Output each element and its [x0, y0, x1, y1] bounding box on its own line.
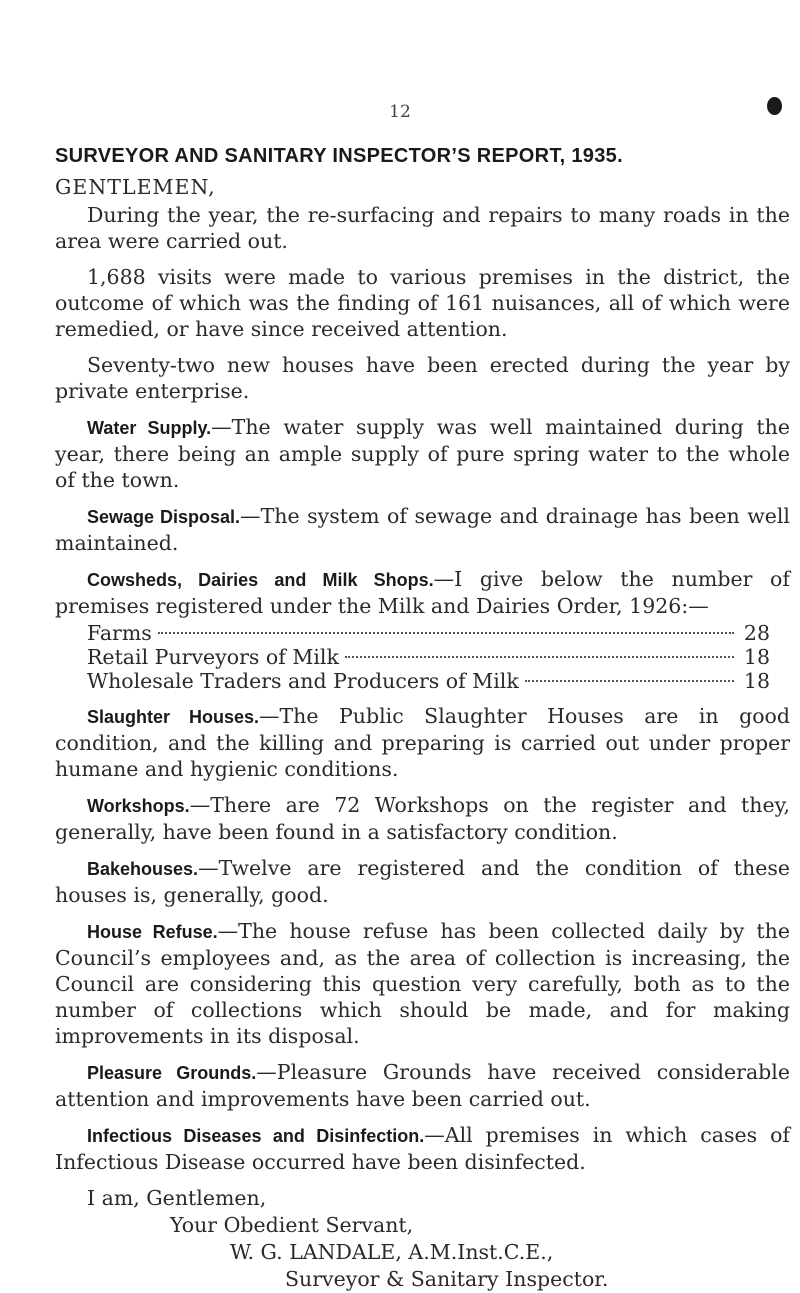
signoff-closing: Your Obedient Servant, — [170, 1213, 414, 1237]
section-water-supply — [55, 414, 790, 493]
milk-premises-table — [87, 621, 770, 693]
table-row — [87, 621, 770, 645]
section-heading: Water Supply. — [87, 418, 212, 438]
section-text: —The water supply was well maintained during the year, there being an ample supply of pure spring water to the whole of the town. — [55, 415, 790, 492]
section-house-refuse — [55, 918, 790, 1049]
leader-dots — [345, 656, 734, 658]
section-heading: Pleasure Grounds. — [87, 1063, 257, 1083]
report-body — [55, 140, 790, 1293]
section-pleasure-grounds — [55, 1059, 790, 1112]
page-number: 12 — [389, 102, 411, 122]
section-infectious-diseases — [55, 1122, 790, 1175]
report-title: SURVEYOR AND SANITARY INSPECTOR’S REPORT, 1935. — [55, 145, 623, 167]
section-text: —The house refuse has been collected daily by the Council’s employees and, as the area of collection is increasing, the Council are considering this question very carefully, both as to the number of collections which should be made, and for making improvements in its disposal. — [55, 919, 790, 1048]
section-text: —The Public Slaughter Houses are in good condition, and the killing and preparing is carried out under proper humane and hygienic conditions. — [55, 704, 790, 781]
salutation: GENTLEMEN, — [55, 175, 216, 199]
section-slaughter-houses — [55, 703, 790, 782]
row-label: Wholesale Traders and Producers of Milk — [87, 669, 519, 693]
table-row — [87, 669, 770, 693]
section-cowsheds — [55, 566, 790, 619]
section-text: —There are 72 Workshops on the register and they, generally, have been found in a satisfactory condition. — [55, 793, 790, 844]
section-heading: Slaughter Houses. — [87, 707, 259, 727]
section-bakehouses — [55, 855, 790, 908]
table-row — [87, 645, 770, 669]
section-text: —The system of sewage and drainage has been well maintained. — [55, 504, 790, 555]
section-workshops — [55, 792, 790, 845]
row-value: 28 — [743, 621, 770, 645]
leader-dots — [525, 680, 734, 682]
signature-block — [55, 1185, 790, 1293]
section-text: —I give below the number of premises registered under the Milk and Dairies Order, 1926:— — [55, 567, 790, 618]
section-text: —Pleasure Grounds have received considerable attention and improvements have been carried out. — [55, 1060, 790, 1111]
row-value: 18 — [743, 645, 770, 669]
row-value: 18 — [743, 669, 770, 693]
section-heading: Workshops. — [87, 796, 190, 816]
intro-paragraph-visits: 1,688 visits were made to various premises in the district, the outcome of which was the finding of 161 nuisances, all of which were remedied, or have since received attention. — [55, 265, 790, 341]
section-heading: Infectious Diseases and Disinfection. — [87, 1126, 425, 1146]
section-text: —Twelve are registered and the condition of these houses is, generally, good. — [55, 856, 790, 907]
leader-dots — [158, 632, 734, 634]
intro-paragraph-roads: During the year, the re-surfacing and repairs to many roads in the area were carried out. — [55, 203, 790, 253]
section-heading: Sewage Disposal. — [87, 507, 241, 527]
section-heading: Cowsheds, Dairies and Milk Shops. — [87, 570, 434, 590]
section-heading: Bakehouses. — [87, 859, 199, 879]
section-heading: House Refuse. — [87, 922, 218, 942]
signoff-greeting: I am, Gentlemen, — [87, 1186, 267, 1210]
signatory-name: W. G. LANDALE, A.M.Inst.C.E., — [230, 1240, 554, 1264]
section-text: —All premises in which cases of Infectious Disease occurred have been disinfected. — [55, 1123, 790, 1174]
section-sewage-disposal — [55, 503, 790, 556]
row-label: Retail Purveyors of Milk — [87, 645, 339, 669]
ink-blot-mark — [767, 97, 782, 115]
signatory-role: Surveyor & Sanitary Inspector. — [285, 1267, 609, 1291]
row-label: Farms — [87, 621, 152, 645]
intro-paragraph-houses: Seventy-two new houses have been erected during the year by private enterprise. — [55, 353, 790, 403]
